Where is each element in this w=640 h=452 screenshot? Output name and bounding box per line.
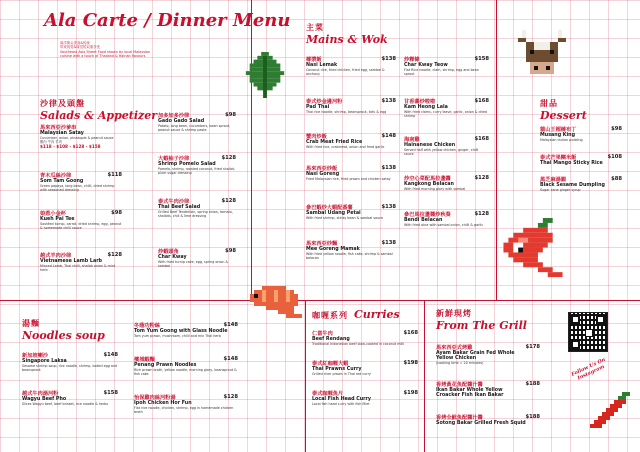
item-desc: Tom yum prawn, mushroom, chilli and mix Thai herb	[134, 334, 221, 338]
item-price: $168	[474, 98, 489, 104]
item-en-name: Beef Rendang	[312, 337, 350, 342]
item-desc: Fried Malaysian rice, fried prawn and chicken satay	[306, 177, 391, 181]
item-desc: Green papaya, long bean, chilli, dried shrimp with seasoned dressing	[40, 184, 115, 193]
item-en-name: Sambal Udang Petai	[306, 211, 361, 216]
item-cn-name: 炒空心菜配馬拉盞醬	[404, 176, 451, 182]
item-price: $128	[107, 252, 122, 258]
menu-item	[22, 390, 118, 406]
menu-item	[306, 240, 396, 260]
shrimp-icon	[250, 282, 306, 322]
item-price: $198	[403, 390, 418, 396]
item-price: $148	[223, 322, 238, 328]
item-cn-name: 大蝦柚子沙律	[158, 156, 190, 162]
item-price: $168	[474, 136, 489, 142]
menu-title: Ala Carte / Dinner Menu	[44, 10, 291, 31]
item-desc: With fried yellow noodle, fish cake, shrimp & sambal belacan	[306, 252, 393, 261]
item-cn-name: 仁當牛肉	[312, 331, 333, 337]
mains-heading	[306, 22, 388, 46]
item-en-name: Kangkong Belacan	[404, 182, 454, 187]
item-desc: Grilled Beef Tenderloin, spring onion, tomato, shallots, chili & lime dressing	[158, 210, 233, 219]
qr-code-icon[interactable]	[568, 312, 608, 352]
menu-item	[404, 98, 489, 118]
menu-item	[40, 252, 122, 272]
item-desc: Potato, long bean, cucumbers, bean sprout, peanut sauce & shrimp paste	[158, 124, 231, 133]
menu-item	[40, 124, 150, 149]
item-en-name: Penang Prawn Noodles	[134, 363, 197, 368]
item-price: $148	[103, 352, 118, 358]
divider	[424, 300, 425, 452]
item-cn-name: 炒蝦頭角	[158, 249, 179, 255]
item-price: $168	[403, 330, 418, 336]
item-en-name: Musang King	[540, 133, 576, 138]
noodles-heading	[22, 318, 105, 342]
item-cn-name: 參巴馬拉盞醬炒秋葵	[404, 212, 451, 218]
menu-item	[436, 381, 540, 398]
menu-item	[404, 56, 489, 76]
item-price: $108	[607, 154, 622, 160]
item-cn-name: 泰式紅咖喱大蝦	[312, 361, 349, 367]
item-en-name: Tom Yum Goong with Glass Noodle	[134, 329, 228, 334]
item-price: $148	[381, 133, 396, 139]
menu-item	[436, 414, 540, 426]
item-desc: Sesame shrimp soup, rice noodle, shrimp, boiled egg and beansprout	[22, 364, 118, 373]
item-price: $118	[107, 172, 122, 178]
item-desc: Thai rice noodle, shrimp, beansprout, tofu & egg	[306, 110, 387, 114]
item-price: $128	[474, 211, 489, 217]
divider	[305, 300, 306, 452]
curries-heading	[312, 308, 400, 321]
section-en-title: Salads & Appetizer	[40, 109, 158, 122]
item-desc: Grilled river prawn in Thai red curry	[312, 372, 371, 376]
section-cn-title: 咖喱系列	[312, 311, 348, 320]
item-variants: 雞肉 牛肉 羊肉	[40, 140, 62, 145]
section-en-title: Curries	[354, 308, 400, 321]
item-price: $128	[223, 394, 238, 400]
item-prices: $118 - $108 - $128 - $158	[40, 144, 101, 150]
qr-logo	[585, 329, 593, 337]
divider	[496, 0, 497, 300]
item-en-name: Thai Beef Salad	[158, 205, 201, 210]
item-price: $138	[381, 240, 396, 246]
item-cn-name: 馬來西亞式烤雞	[436, 345, 473, 351]
section-en-title: Noodles soup	[22, 329, 105, 342]
item-desc: Rich prawn broth, yellow noodle, morning glory, beansprout & fish cake	[134, 368, 237, 377]
item-desc: With fried okra with sambal onion, chilli & garlic	[404, 223, 484, 227]
item-cn-name: 香烤黃花魚配醬汁醬	[436, 382, 483, 388]
section-cn-title: 湯麵	[22, 319, 40, 328]
chilli-icon	[590, 392, 634, 436]
item-price: $188	[525, 414, 540, 420]
item-cn-name: 檳城蝦麵	[134, 357, 155, 363]
menu-item	[312, 330, 418, 346]
item-en-name: Local Fish Head Curry	[312, 397, 372, 402]
section-en-title: Mains & Wok	[306, 33, 388, 46]
item-desc: Traditional Indonesian beef slow-cooked in coconut milk	[312, 342, 405, 346]
item-price: $128	[221, 155, 236, 161]
intro-line: 南洋街头美食&传统	[60, 41, 90, 45]
item-cn-name: 馬來西亞炒飯	[306, 166, 338, 172]
item-desc: Coconut rice, fried chicken, fried egg, sambal & anchovy	[306, 68, 385, 77]
item-cn-name: 參巴蝦炒大蝦配番薯	[306, 205, 353, 211]
item-cn-name: 香烤全魷魚配醬汁醬	[436, 415, 483, 421]
item-cn-name: 泰式咖喱魚片	[312, 391, 344, 397]
menu-item	[404, 211, 489, 227]
menu-item	[22, 352, 118, 372]
section-cn-title: 甜品	[540, 99, 558, 108]
item-desc: Local fish head curry with fish fillet	[312, 402, 370, 406]
menu-item	[134, 356, 238, 376]
item-en-name: Gado Gado Salad	[158, 119, 205, 124]
menu-item	[436, 344, 540, 365]
item-cn-name: 越式羊肉沙律	[40, 253, 72, 259]
intro-line: Southeast Asia Street Food shown by local Malaysian	[60, 49, 151, 54]
item-desc: With fried shrimp, stinky bean & sambal sauce	[306, 216, 384, 220]
item-desc: Pomelo, shrimp, roasted coconut, fried shallot, plum sugar dressing	[158, 167, 235, 176]
section-en-title: Dessert	[540, 109, 587, 122]
salads-heading	[40, 98, 157, 122]
item-price: $138	[381, 98, 396, 104]
item-desc: Minced Lamb, Thai chilli, shallot onion & mint herb	[40, 264, 116, 273]
item-cn-name: 泰式芒果糯米飯	[540, 155, 577, 161]
item-en-name: Som Tam Goong	[40, 179, 84, 184]
menu-item	[404, 136, 489, 156]
item-cn-name: 甘香蕃炒啦啦	[404, 99, 436, 105]
item-price: $138	[381, 165, 396, 171]
section-cn-title: 新鮮現烤	[436, 309, 472, 318]
item-cn-name: 加多加多沙律	[158, 113, 190, 119]
item-cn-name: 黑芝麻湯圓	[540, 177, 566, 183]
item-desc: With fried rice, crabmeat, onion and fried garlic	[306, 145, 385, 149]
item-price: $98	[225, 248, 236, 254]
item-en-name: Malaysian Satay	[40, 131, 84, 136]
basil-leaf-icon	[245, 52, 285, 98]
menu-item	[540, 176, 622, 192]
item-en-name: Shrimp Pomelo Salad	[158, 162, 216, 167]
item-cn-name: 泰式炒金邊河粉	[306, 99, 343, 105]
divider	[0, 300, 640, 301]
item-cn-name: 馬來西亞沙爹串	[40, 125, 77, 131]
item-price: $148	[223, 356, 238, 362]
qr-finder	[571, 315, 580, 324]
item-en-name: Nasi Lemak	[306, 63, 338, 68]
item-en-name: Vietnamese Lamb Larb	[40, 259, 102, 264]
item-cn-name: 蟹肉炒飯	[306, 134, 327, 140]
item-cn-name: 冬蔭功粉絲	[134, 323, 160, 329]
item-cn-name: 娘惹小金杯	[40, 211, 66, 217]
item-en-name: Sotong Bakar Grilled Fresh Squid	[436, 421, 526, 426]
item-cn-name: 青木瓜絲沙律	[40, 173, 72, 179]
grill-heading	[436, 308, 527, 332]
menu-intro	[60, 41, 190, 59]
item-price: $128	[474, 175, 489, 181]
menu-item	[158, 155, 236, 175]
item-en-name: Singapore Laksa	[22, 359, 67, 364]
menu-item	[306, 56, 396, 76]
item-en-name: Hainanese Chicken	[404, 143, 456, 148]
item-desc: (cooking time = 20 minutes)	[436, 361, 484, 365]
item-en-name: Pad Thai	[306, 105, 330, 110]
item-price: $178	[525, 344, 540, 350]
item-cn-name: 炒粿條	[404, 57, 420, 63]
qr-finder	[596, 315, 605, 324]
intro-line: 带来视觉&味觉的双重享受	[60, 45, 100, 50]
section-cn-title: 沙律及頭盤	[40, 99, 85, 108]
chilli-icon	[498, 218, 568, 282]
item-price: $98	[611, 126, 622, 132]
menu-item	[306, 165, 396, 181]
item-desc: With fried clams, curry leave, garlic, onion & dried shrimp	[404, 110, 487, 119]
item-price: $98	[111, 210, 122, 216]
item-en-name: Nasi Goreng	[306, 172, 340, 177]
item-desc: Slices Wagyu beef, beef brisket, rice noodle & herbs	[22, 402, 109, 406]
divider	[251, 0, 252, 300]
item-desc: Sugar cane ginger syrup	[540, 188, 581, 192]
item-desc: Sautéed turnip, carrot, dried shrimp, egg, peanut & homemade chilli sauce	[40, 222, 122, 231]
item-en-name: Bendi Belacan	[404, 218, 443, 223]
item-desc: Malaysian durian pudding	[540, 138, 583, 142]
item-en-name: Kueh Pai Tee	[40, 217, 75, 222]
menu-item	[134, 394, 238, 414]
item-en-name: Mee Goreng Mamak	[306, 247, 360, 252]
item-en-name: Char Kway Teow	[404, 63, 448, 68]
menu-item	[306, 204, 396, 220]
menu-item	[312, 360, 418, 376]
item-cn-name: 新加坡喇沙	[22, 353, 48, 359]
menu-item	[306, 133, 396, 149]
section-cn-title: 主菜	[306, 23, 324, 32]
menu-item	[158, 248, 236, 268]
intro-line: cuisine with a touch of Thailand & Hainan flavours	[60, 54, 146, 59]
menu-item	[158, 198, 236, 218]
follow-us-text: Follow Us On Instagram	[570, 356, 607, 382]
item-price: $98	[225, 112, 236, 118]
menu-item	[312, 390, 418, 406]
item-en-name: Ipoh Chicken Hor Fun	[134, 401, 192, 406]
item-cn-name: 椰漿飯	[306, 57, 322, 63]
item-en-name: Kam Heong Lala	[404, 105, 448, 110]
item-en-name: Thai Prawns Curry	[312, 367, 362, 372]
item-price: $138	[381, 204, 396, 210]
menu-item	[404, 175, 489, 191]
item-price: $138	[381, 56, 396, 62]
item-en-name: Ayam Bakar Grain Fed Whole Yellow Chicken	[436, 351, 515, 361]
item-cn-name: 貓山王榴槤布丁	[540, 127, 577, 133]
item-desc: With fried turnip cake, egg, spring onion & sambal	[158, 260, 229, 269]
item-price: $128	[221, 198, 236, 204]
item-en-name: Thai Mango Sticky Rice	[540, 161, 603, 166]
menu-item	[134, 322, 238, 338]
dessert-heading	[540, 98, 587, 122]
item-en-name: Crab Meat Fried Rice	[306, 140, 363, 145]
item-en-name: Ikan Bakar Whole Yellow Croacker Fish Ikan Bakar	[436, 388, 504, 398]
item-desc: Flat Rice noodle, clam, shrimp, egg and bean sprout	[404, 68, 479, 77]
item-en-name: Char Kway	[158, 255, 187, 260]
qr-finder	[571, 340, 580, 349]
item-cn-name: 馬來西亞炒麵	[306, 241, 338, 247]
menu-item	[40, 172, 122, 192]
item-desc: Cucumber, onion, pineapple & peanut sauce	[40, 136, 114, 140]
menu-item	[158, 112, 236, 132]
item-desc: Flat rice noodle, chicken, shrimp, egg in homemade chicken broth	[134, 406, 234, 415]
item-price: $88	[611, 176, 622, 182]
item-en-name: Black Sesame Dumpling	[540, 183, 605, 188]
item-cn-name: 泰式牛肉沙律	[158, 199, 190, 205]
item-cn-name: 怡保雞肉絲河粉湯	[134, 395, 176, 401]
item-price: $158	[474, 56, 489, 62]
menu-item	[306, 98, 396, 114]
menu-item	[40, 210, 122, 230]
item-en-name: Wagyu Beef Pho	[22, 397, 67, 402]
cow-head-icon	[518, 30, 566, 78]
item-desc: With fried morning glory with sambal	[404, 187, 466, 191]
menu-item	[540, 126, 622, 142]
item-cn-name: 海南雞	[404, 137, 420, 143]
menu-item	[540, 154, 622, 166]
item-price: $198	[403, 360, 418, 366]
section-en-title: From The Grill	[436, 319, 527, 332]
item-cn-name: 越式牛肉湯河粉	[22, 391, 59, 397]
item-price: $158	[103, 390, 118, 396]
item-price: $188	[525, 381, 540, 387]
item-desc: Served half with yellow chicken, ginger, chilli sauce	[404, 148, 479, 157]
